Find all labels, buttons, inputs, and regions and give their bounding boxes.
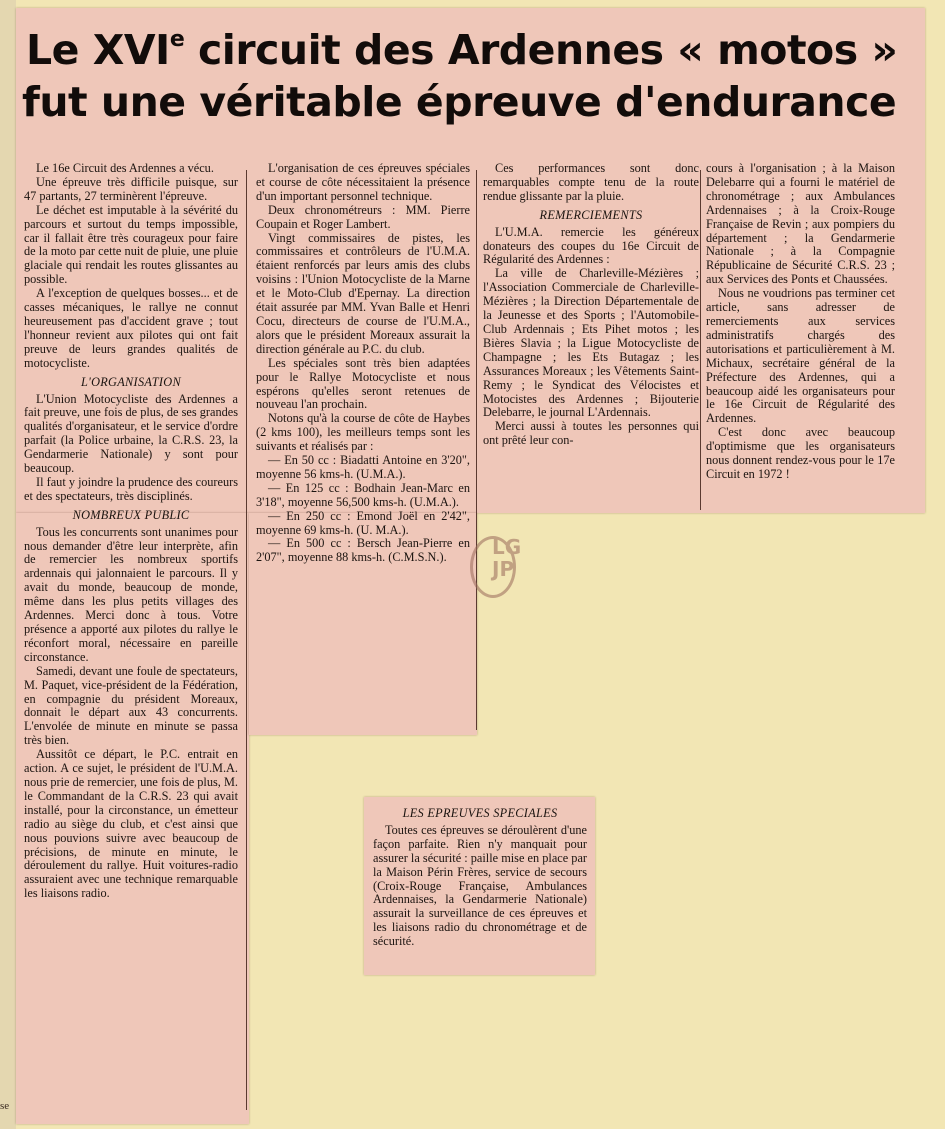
paragraph: Le 16e Circuit des Ardennes a vécu. [36, 161, 214, 175]
article-column-3 [483, 162, 699, 448]
article-column-1 [24, 162, 238, 901]
watermark-logo [462, 530, 540, 600]
page-edge [0, 0, 16, 1129]
paragraph: L'organisation de ces épreuves spéciales et course de côte nécessitaient la présence d'un important personnel technique. [256, 161, 470, 203]
paragraph: A l'exception de quelques bosses... et de casses mécaniques, le rallye ne connut heureusement pas d'accident grave ; tout l'honneur revient aux pilotes qui ont fait preuve de leurs grandes qualités de motocycliste. [24, 286, 238, 370]
column-rule [700, 170, 701, 510]
watermark-text: LG JP [492, 535, 522, 581]
paragraph: L'U.M.A. remercie les généreux donateurs des coupes du 16e Circuit de Régularité des Ardennes : [483, 224, 699, 267]
paragraph: Les spéciales sont très bien adaptées pour le Rallye Motocycliste et nous espérons qu'elles seront retenues de nouveau l'an prochain. [256, 355, 470, 412]
paragraph: Deux chronométreurs : MM. Pierre Coupain et Roger Lambert. [256, 202, 470, 231]
column-rule [476, 170, 477, 730]
paragraph: Il faut y joindre la prudence des coureurs et des spectateurs, très disciplinés. [24, 474, 238, 503]
paragraph: Ces performances sont donc remarquables compte tenu de la route rendue glissante par la pluie. [483, 161, 699, 203]
paragraph: Tous les concurrents sont unanimes pour nous demander d'être leur interprète, afin de remercier les nombreux sportifs ardennais qui jalonnaient le parcours. Il y avait du monde, beaucoup de monde, même dans les plus petits villages des Ardennes. Merci donc à tous. Votre présence a apporté aux pilotes du rallye le réconfort moral, nécessaire en pareille circonstance. [24, 524, 238, 664]
section-heading-specials: LES EPREUVES SPECIALES [402, 806, 558, 820]
paragraph: Notons qu'à la course de côte de Haybes (2 kms 100), les meilleurs temps sont les suivants et réalisés par : [256, 411, 470, 454]
paragraph: L'Union Motocycliste des Ardennes a fait preuve, une fois de plus, de ses grandes qualités d'organisateur, et le service d'ordre parfait (la Police urbaine, la C.R.S. 23, la Gendarmerie Nationale) y sont pour beaucoup. [24, 391, 238, 476]
paragraph: Samedi, devant une foule de spectateurs, M. Paquet, vice-président de la Fédération, en compagnie du président Moreaux, donnait le départ aux 43 concurrents. L'envolée de minute en minute se passa très bien. [24, 663, 238, 748]
result-line: — En 50 cc : Biadatti Antoine en 3'20", moyenne 56 kms-h. (U.M.A.). [256, 453, 470, 481]
paragraph: Le déchet est imputable à la sévérité du parcours et surtout du temps impossible, car il fallait être très courageux pour faire de la moto par cette nuit de pluie, une pluie glaciale qui rendait les routes glissantes au possible. [24, 202, 238, 287]
section-heading-remerciements: REMERCIEMENTS [539, 207, 643, 222]
paragraph: Nous ne voudrions pas terminer cet article, sans adresser de remerciements aux services administratifs chargés des autorisations et particulièrement à M. Michaux, secrétaire général de la Préfecture des Ardennes, qui a beaucoup aidé les organisateurs pour le 16e Circuit de Régularité des Ardennes. [706, 286, 895, 426]
paragraph: Aussitôt ce départ, le P.C. entrait en action. A ce sujet, le président de l'U.M.A. nous prie de remercier, une fois de plus, M. le Commandant de la C.R.S. 23 qui avait installé, pour la circonstance, un émetteur radio au siège du club, et c'est ainsi que nous pouvions suivre avec beaucoup de précisions, de minute en minute, le déroulement du rallye. Huit voitures-radio assuraient avec une technique remarquable les liaisons radio. [24, 747, 238, 901]
article-column-2 [256, 162, 470, 565]
edge-fragment-text: se [0, 1100, 10, 1112]
paragraph: C'est donc avec beaucoup d'optimisme que les organisateurs nous donnent rendez-vous pour le 17e Circuit en 1972 ! [706, 425, 895, 481]
section-heading-organisation: L'ORGANISATION [81, 374, 181, 389]
result-line: — En 500 cc : Bersch Jean-Pierre en 2'07", moyenne 88 kms-h. (C.M.S.N.). [256, 536, 470, 565]
article-specials-box [373, 802, 587, 949]
paragraph: Une épreuve très difficile puisque, sur 47 partants, 27 terminèrent l'épreuve. [24, 174, 238, 203]
paragraph: Vingt commissaires de pistes, les commissaires et contrôleurs de l'U.M.A. étaient renforcés par leurs amis des clubs voisins : l'Union Motocycliste de la Marne et le Moto-Club d'Epernay. La direction était assurée par MM. Yvan Balle et Henri Cocu, directeurs de course de l'U.M.A., alors que le président Moreaux assurait la direction générale au P.C. du club. [256, 230, 470, 356]
paragraph: Toutes ces épreuves se déroulèrent d'une façon parfaite. Rien n'y manquait pour assurer la sécurité : paille mise en place par la Maison Périn Frères, service de secours (Croix-Rouge Française, Ambulances Ardennaises, la Gendarmerie Nationale) assurait la surveillance de ces épreuves et les liaisons radio du chronométrage et de sécurité. [373, 822, 587, 949]
article-headline [22, 14, 922, 128]
paragraph: Merci aussi à toutes les personnes qui ont prêté leur con- [483, 419, 699, 448]
paragraph: La ville de Charleville-Mézières ; l'Association Commerciale de Charleville-Mézières ; la Direction Départementale de la Jeunesse et des Sports ; l'Automobile-Club Ardennais ; Ets Pihet motos ; les Bières Slavia ; la Ligue Motocycliste de Champagne ; les Ets Butagaz ; les Assurances Moreaux ; les Vêtements Saint-Remy ; le Syndicat des Vélocistes et Motocistes des Ardennes ; Bijouterie Delebarre, le journal L'Ardennais. [483, 266, 699, 420]
section-heading-public: NOMBREUX PUBLIC [72, 507, 190, 522]
column-rule [246, 170, 247, 1110]
headline-line2: fut une véritable épreuve d'endurance [22, 78, 897, 126]
paragraph: cours à l'organisation ; à la Maison Delebarre qui a fourni le matériel de chronométrage ; aux Ambulances Ardennaises ; à la Croix-Rouge Française de Revin ; aux pompiers du département ; la Gendarmerie Nationale ; à la Compagnie Républicaine de Sécurité C.R.S. 23 ; aux Services des Ponts et Chaussées. [706, 161, 895, 287]
result-line: — En 125 cc : Bodhain Jean-Marc en 3'18", moyenne 56,500 kms-h. (U.M.A.). [256, 480, 470, 509]
article-column-4 [706, 162, 895, 482]
headline-line1: Le XVIe circuit des Ardennes « motos » [26, 26, 898, 74]
result-line: — En 250 cc : Emond Joël en 2'42", moyenne 69 kms-h. (U. M.A.). [256, 508, 470, 537]
